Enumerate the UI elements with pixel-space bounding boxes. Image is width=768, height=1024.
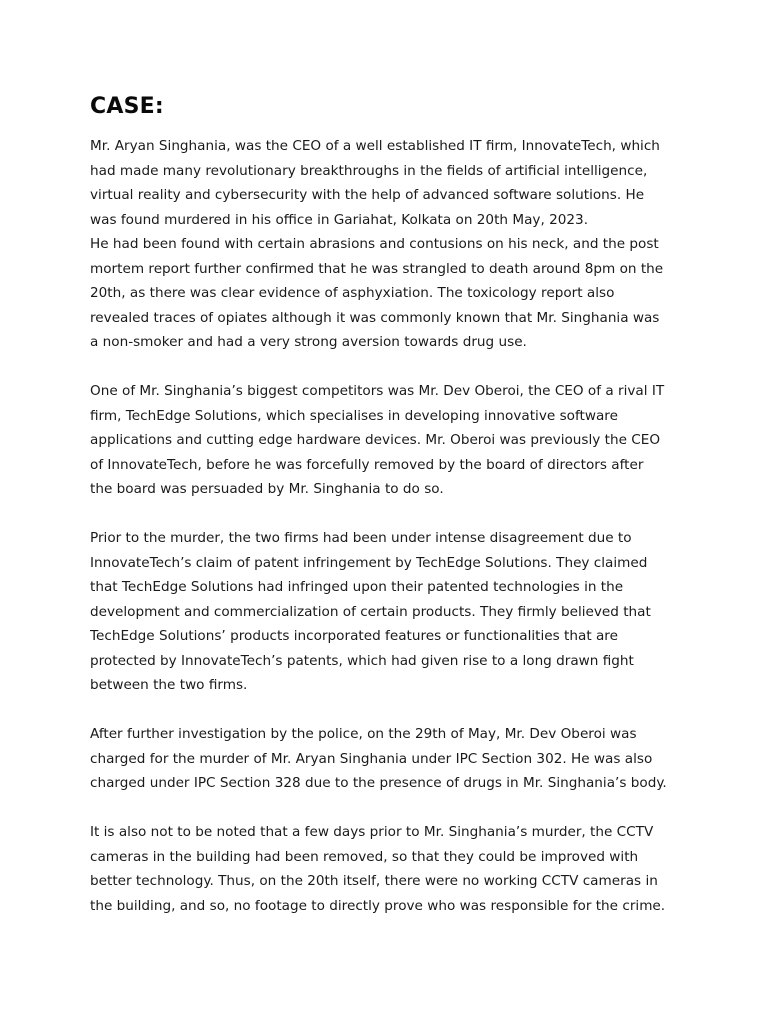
text-line: protected by InnovateTech’s patents, which had given rise to a long drawn fight [90, 652, 634, 669]
case-heading: CASE: [90, 94, 164, 119]
paragraph-cctv [90, 820, 690, 918]
text-line: of InnovateTech, before he was forcefully removed by the board of directors after [90, 456, 644, 473]
text-line: Mr. Aryan Singhania, was the CEO of a well established IT firm, InnovateTech, which [90, 138, 660, 154]
text-line: One of Mr. Singhania’s biggest competitors was Mr. Dev Oberoi, the CEO of a rival IT [90, 383, 665, 399]
text-line: It is also not to be noted that a few days prior to Mr. Singhania’s murder, the CCTV [90, 824, 654, 840]
text-line: was found murdered in his office in Gariahat, Kolkata on 20th May, 2023. [90, 211, 589, 228]
paragraph-competitor [90, 379, 690, 502]
text-line: the board was persuaded by Mr. Singhania to do so. [90, 481, 444, 497]
text-line: 20th, as there was clear evidence of asphyxiation. The toxicology report also [90, 285, 615, 301]
text-line: revealed traces of opiates although it was commonly known that Mr. Singhania was [90, 309, 660, 326]
text-line: charged for the murder of Mr. Aryan Singhania under IPC Section 302. He was also [90, 750, 653, 767]
text-line: that TechEdge Solutions had infringed upon their patented technologies in the [90, 579, 624, 595]
text-line: virtual reality and cybersecurity with the help of advanced software solutions. He [90, 187, 645, 203]
text-line: TechEdge Solutions’ products incorporated features or functionalities that are [90, 628, 618, 644]
text-line: had made many revolutionary breakthroughs in the fields of artificial intelligence, [90, 162, 648, 179]
text-line: cameras in the building had been removed, so that they could be improved with [90, 848, 639, 865]
text-line: After further investigation by the police, on the 29th of May, Mr. Dev Oberoi was [90, 726, 637, 742]
paragraph-charges [90, 722, 690, 796]
text-line: firm, TechEdge Solutions, which specialises in developing innovative software [90, 407, 618, 424]
document-body [90, 134, 690, 918]
paragraph-patent-dispute [90, 526, 690, 698]
text-line: a non-smoker and had a very strong aversion towards drug use. [90, 334, 527, 350]
text-line: Prior to the murder, the two firms had been under intense disagreement due to [90, 530, 632, 546]
paragraph-victim [90, 134, 690, 232]
text-line: charged under IPC Section 328 due to the presence of drugs in Mr. Singhania’s body. [90, 775, 667, 791]
text-line: mortem report further confirmed that he was strangled to death around 8pm on the [90, 260, 664, 277]
text-line: He had been found with certain abrasions and contusions on his neck, and the post [90, 236, 659, 252]
text-line: better technology. Thus, on the 20th itself, there were no working CCTV cameras in [90, 873, 658, 889]
text-line: InnovateTech’s claim of patent infringement by TechEdge Solutions. They claimed [90, 554, 648, 571]
text-line: applications and cutting edge hardware devices. Mr. Oberoi was previously the CEO [90, 432, 661, 448]
text-line: between the two firms. [90, 677, 248, 693]
text-line: development and commercialization of certain products. They firmly believed that [90, 603, 651, 620]
paragraph-postmortem [90, 232, 690, 355]
text-line: the building, and so, no footage to directly prove who was responsible for the crime. [90, 897, 666, 914]
